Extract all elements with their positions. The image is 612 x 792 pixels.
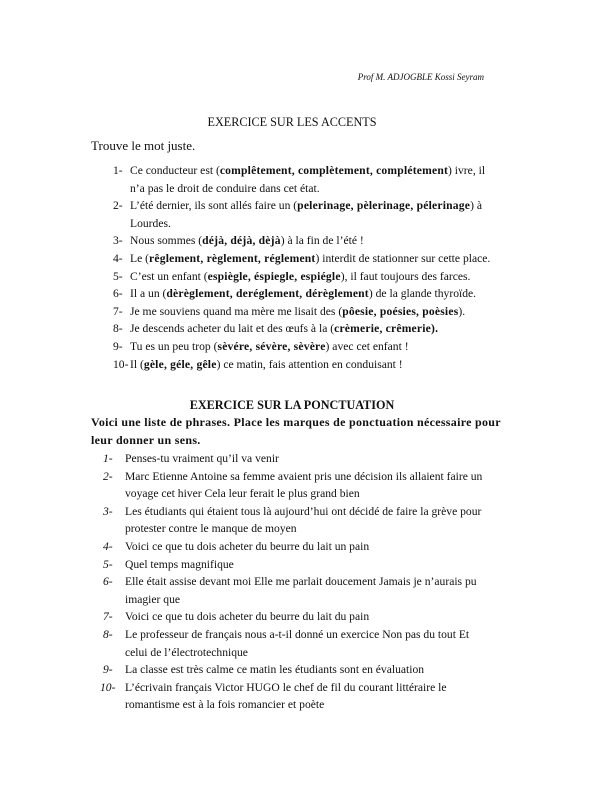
item-text: Quel temps magnifique — [125, 557, 234, 571]
item-number: 4- — [103, 539, 113, 553]
list-item — [0, 162, 612, 180]
item-text: ) interdit de stationner sur cette place. — [315, 251, 491, 265]
item-options: complêtement, complètement, complétement — [219, 164, 449, 177]
instruction-line: Voici une liste de phrases. Place les marques de ponctuation nécessaire pour — [91, 415, 501, 429]
item-text: Penses-tu vraiment qu’il va venir — [125, 452, 279, 465]
item-text: ) à la fin de l’été ! — [280, 234, 364, 248]
item-number: 1- — [113, 164, 123, 177]
list-item — [0, 538, 612, 556]
item-continuation: Lourdes. — [130, 216, 171, 230]
item-options: pelerinage, pèlerinage, pélerinage — [297, 199, 471, 213]
list-item — [0, 268, 612, 286]
item-number: 5- — [113, 269, 123, 283]
item-continuation: imagier que — [125, 592, 181, 606]
item-text: ) ce matin, fais attention en conduisant ! — [216, 357, 403, 371]
item-number: 8- — [103, 627, 113, 641]
list-item — [0, 197, 612, 215]
item-options: gèle, géle, gêle — [143, 357, 217, 371]
item-text: ) avec cet enfant ! — [325, 339, 409, 353]
item-number: 9- — [113, 339, 123, 353]
item-continuation: protester contre le manque de moyen — [125, 522, 297, 536]
item-number: 6- — [113, 287, 123, 301]
item-options: déjà, déjà, dèjà — [202, 234, 281, 248]
ponctuation-instruction — [91, 414, 561, 449]
item-text: Voici ce que tu dois acheter du beurre du lait du pain — [125, 610, 370, 624]
item-options: pôesie, poésies, poèsies — [342, 304, 459, 318]
item-continuation: n’a pas le droit de conduire dans cet état. — [130, 181, 320, 195]
item-number: 1- — [103, 452, 113, 465]
item-text: Marc Etienne Antoine sa femme avaient pris une décision ils allaient faire un — [125, 469, 483, 483]
item-text: L’été dernier, ils sont allés faire un ( — [130, 199, 298, 213]
item-number: 2- — [113, 199, 123, 213]
item-text: Le ( — [130, 251, 149, 265]
item-number: 7- — [113, 304, 123, 318]
item-text: Tu es un peu trop ( — [130, 339, 218, 353]
list-item — [0, 250, 612, 268]
list-item — [0, 356, 612, 374]
list-item — [0, 468, 612, 486]
list-item — [0, 556, 612, 574]
ponctuation-title: EXERCICE SUR LA PONCTUATION — [189, 398, 395, 412]
item-text: Nous sommes ( — [130, 234, 203, 248]
item-text: Voici ce que tu dois acheter du beurre du lait un pain — [125, 539, 370, 553]
list-item — [0, 320, 612, 338]
accents-list — [0, 162, 612, 373]
list-item — [0, 626, 612, 644]
item-number: 2- — [103, 469, 113, 483]
item-number: 6- — [103, 575, 113, 589]
item-text: Il ( — [130, 357, 144, 371]
item-text: Je descends acheter du lait et des œufs à la ( — [130, 322, 335, 336]
item-options: rêglement, règlement, réglement — [149, 251, 316, 265]
item-continuation: voyage cet hiver Cela leur ferait le plus grand bien — [125, 487, 360, 501]
item-options: dèrèglement, deréglement, dérèglement — [166, 287, 369, 301]
accents-instruction: Trouve le mot juste. — [91, 138, 196, 153]
list-item — [0, 679, 612, 697]
item-number: 9- — [103, 663, 113, 677]
item-continuation: romantisme est à la fois romancier et poète — [125, 698, 325, 712]
item-text: Je me souviens quand ma mère me lisait des ( — [130, 304, 343, 318]
item-number: 10- — [100, 680, 116, 694]
item-number: 8- — [113, 322, 123, 336]
item-text: L’écrivain français Victor HUGO le chef de fil du courant littéraire le — [125, 680, 447, 694]
item-text: C’est un enfant ( — [130, 269, 208, 283]
item-text: Le professeur de français nous a-t-il donné un exercice Non pas du tout Et — [125, 627, 470, 641]
item-text: ). — [458, 304, 466, 318]
item-number: 7- — [103, 610, 113, 624]
item-text: ) à — [470, 199, 483, 213]
item-options: crèmerie, crêmerie). — [334, 322, 439, 336]
item-continuation: celui de l’électrotechnique — [125, 645, 248, 659]
list-item — [0, 338, 612, 356]
instruction-line: leur donner un sens. — [91, 432, 201, 447]
item-text: Il a un ( — [130, 287, 167, 301]
accents-title: EXERCICE SUR LES ACCENTS — [207, 115, 377, 129]
item-text: Les étudiants qui étaient tous là aujourd’hui ont décidé de faire la grève pour — [125, 504, 482, 518]
item-number: 10- — [113, 357, 129, 371]
item-text: ) ivre, il — [448, 164, 486, 177]
item-number: 5- — [103, 557, 113, 571]
item-options: sèvére, sévère, sèvère — [217, 339, 326, 353]
list-item — [0, 661, 612, 679]
ponctuation-list — [0, 450, 612, 714]
list-item — [0, 503, 612, 521]
item-number: 4- — [113, 251, 123, 265]
item-number: 3- — [103, 504, 113, 518]
item-options: espiègle, éspiegle, espiégle — [207, 269, 341, 283]
list-item — [0, 232, 612, 250]
list-item — [0, 303, 612, 321]
item-text: La classe est très calme ce matin les étudiants sont en évaluation — [125, 663, 425, 677]
item-text: Ce conducteur est ( — [130, 164, 220, 177]
list-item — [0, 573, 612, 591]
list-item — [0, 450, 612, 468]
list-item — [0, 608, 612, 626]
author-line: Prof M. ADJOGBLE Kossi Seyram — [357, 72, 484, 82]
item-number: 3- — [113, 234, 123, 248]
list-item — [0, 285, 612, 303]
item-text: Elle était assise devant moi Elle me parlait doucement Jamais je n’aurais pu — [125, 575, 477, 589]
item-text: ) de la glande thyroïde. — [368, 287, 477, 301]
item-text: ), il faut toujours des farces. — [340, 269, 471, 283]
